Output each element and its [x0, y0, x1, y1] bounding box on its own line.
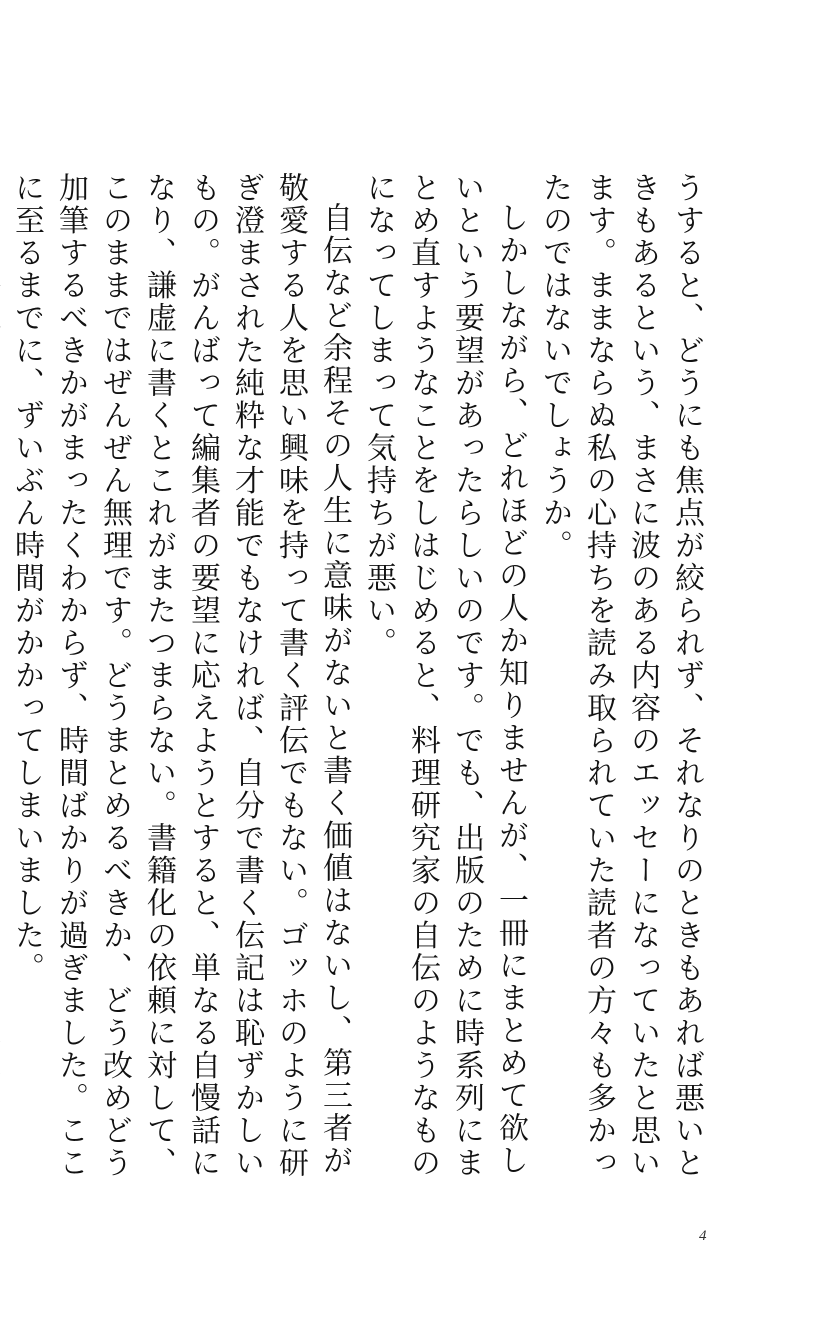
- paragraph-4: [0, 172, 4, 1192]
- vertical-text-body: [9, 172, 708, 1192]
- paragraph-3: 自伝など余程その人生に意味がないと書く価値はないし、第三者が敬愛する人を思い興味を持って書く評伝でもない。ゴッホのように研ぎ澄まされた純粋な才能でもなければ、自分で書く伝記は恥ずかしいもの。がんばって編集者の要望に応えようとすると、単なる自慢話になり、謙虚に書くとこれがまたつまらない。書籍化の依頼に対して、このままではぜんぜん無理です。どうまとめるべきか、どう改めどう加筆するべきかがまったくわからず、時間ばかりが過ぎました。ここに至るまでに、ずいぶん時間がかかってしまいました。: [9, 172, 352, 1180]
- paragraph-1: うすると、どうにも焦点が絞られず、それなりのときもあれば悪いときもあるという、まさに波のある内容のエッセーになっていたと思います。ままならぬ私の心持ちを読み取られていた読者の方々も多かったのではないでしょうか。: [537, 172, 704, 1180]
- paragraph-2: しかしながら、どれほどの人か知りませんが、一冊にまとめて欲しいという要望があったらしいのです。でも、出版のために時系列にまとめ直すようなことをしはじめると、料理研究家の自伝のようなものになってしまって気持ちが悪い。: [361, 172, 528, 1180]
- page-number: 4: [699, 1228, 707, 1244]
